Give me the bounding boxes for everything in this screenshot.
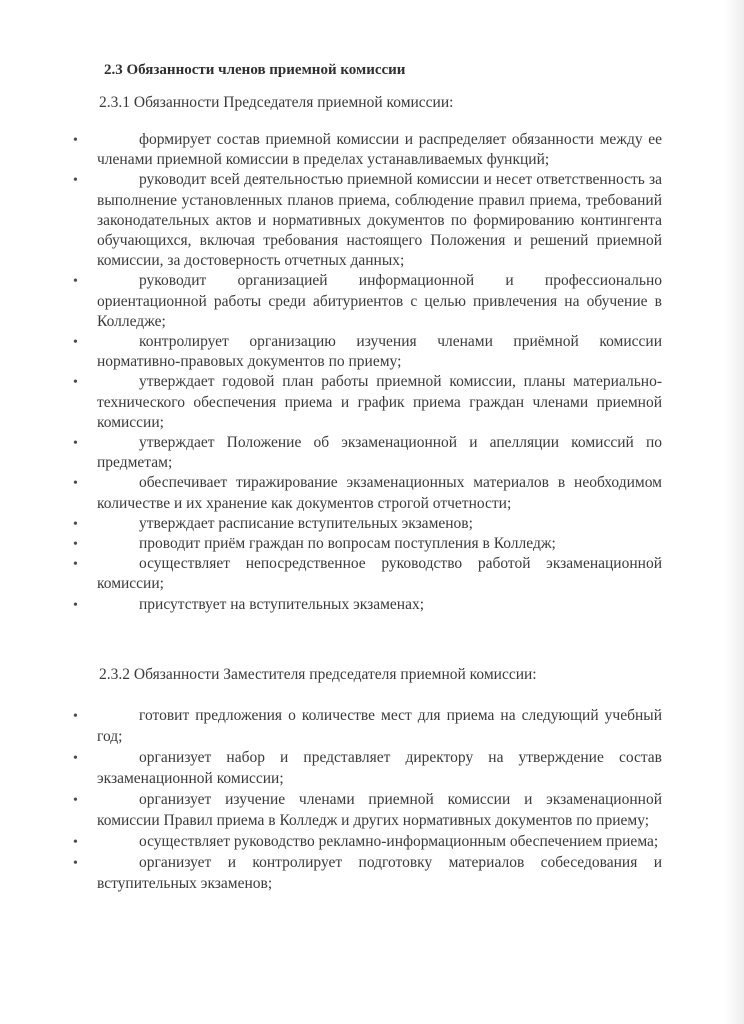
bullet-icon: • — [73, 375, 78, 391]
list-item-text: утверждает годовой план работы приемной комиссии, планы материально-технического обеспечения приема и график приема граждан членами приемной комиссии; — [97, 373, 662, 431]
bullet-icon: • — [73, 335, 78, 351]
list-item — [0, 170, 744, 271]
list-item-text: организует изучение членами приемной комиссии и экзаменационной комиссии Правил приема в Колледж и других нормативных документов по приему; — [97, 791, 662, 829]
bullet-icon: • — [73, 793, 78, 808]
list-item — [0, 705, 744, 747]
list-item-text: готовит предложения о количестве мест для приема на следующий учебный год; — [97, 707, 662, 745]
chair-duties-list — [0, 130, 744, 615]
list-item-text: осуществляет непосредственное руководство работой экзаменационной комиссии; — [97, 555, 662, 593]
list-item-text: проводит приём граждан по вопросам поступления в Колледж; — [139, 535, 556, 553]
bullet-icon: • — [73, 537, 78, 553]
list-item-text: руководит организацией информационной и профессионально ориентационной работы среди абитуриентов с целью привлечения на обучение в Колледже; — [97, 272, 662, 330]
bullet-icon: • — [73, 835, 78, 850]
chair-duties-title: 2.3.1 Обязанности Председателя приемной комиссии: — [99, 94, 454, 111]
list-item — [0, 554, 744, 594]
bullet-icon: • — [73, 476, 78, 492]
bullet-icon: • — [73, 751, 78, 766]
list-item-text: присутствует на вступительных экзаменах; — [139, 595, 425, 613]
deputy-duties-list — [0, 705, 744, 894]
bullet-icon: • — [73, 133, 78, 148]
list-item-text: осуществляет руководство рекламно-информационным обеспечением приема; — [139, 833, 659, 850]
list-item — [0, 433, 744, 473]
bullet-icon: • — [73, 597, 78, 613]
list-item-text: утверждает Положение об экзаменационной и апелляции комиссий по предметам; — [97, 434, 662, 472]
bullet-icon: • — [73, 856, 78, 871]
list-item-text: обеспечивает тиражирование экзаменационных материалов в необходимом количестве и их хранение как документов строгой отчетности; — [97, 474, 662, 512]
bullet-icon: • — [73, 173, 78, 189]
bullet-icon: • — [73, 516, 78, 532]
list-item — [0, 130, 744, 170]
list-item — [0, 332, 744, 372]
list-item-text: формирует состав приемной комиссии и распределяет обязанности между ее членами приемной комиссии в пределах устанавливаемых функций; — [97, 131, 662, 169]
section-heading: 2.3 Обязанности членов приемной комиссии — [104, 62, 406, 78]
list-item-text: контролирует организацию изучения членами приёмной комиссии нормативно-правовых документов по приему; — [97, 333, 662, 371]
bullet-icon: • — [73, 436, 78, 452]
list-item — [0, 473, 744, 513]
bullet-icon: • — [73, 274, 78, 290]
list-item — [0, 831, 744, 852]
bullet-icon: • — [73, 709, 78, 724]
list-item — [0, 372, 744, 433]
deputy-duties-title: 2.3.2 Обязанности Заместителя председателя приемной комиссии: — [99, 666, 537, 683]
list-item-text: организует и контролирует подготовку материалов собеседования и вступительных экзаменов; — [97, 854, 662, 892]
list-item-text: руководит всей деятельностью приемной комиссии и несет ответственность за выполнение установленных планов приема, соблюдение правил приема, требований законодательных актов и нормативных документов по формированию контингента обучающихся, включая требования настоящего Положения и решений приемной комиссии, за достоверность отчетных данных; — [97, 171, 662, 270]
list-item — [0, 514, 744, 534]
list-item — [0, 852, 744, 894]
list-item-text: утверждает расписание вступительных экзаменов; — [139, 514, 473, 532]
list-item-text: организует набор и представляет директору на утверждение состав экзаменационной комиссии; — [97, 749, 662, 787]
list-item — [0, 595, 744, 615]
list-item — [0, 271, 744, 332]
bullet-icon: • — [73, 557, 78, 573]
list-item — [0, 534, 744, 554]
list-item — [0, 747, 744, 789]
list-item — [0, 789, 744, 831]
